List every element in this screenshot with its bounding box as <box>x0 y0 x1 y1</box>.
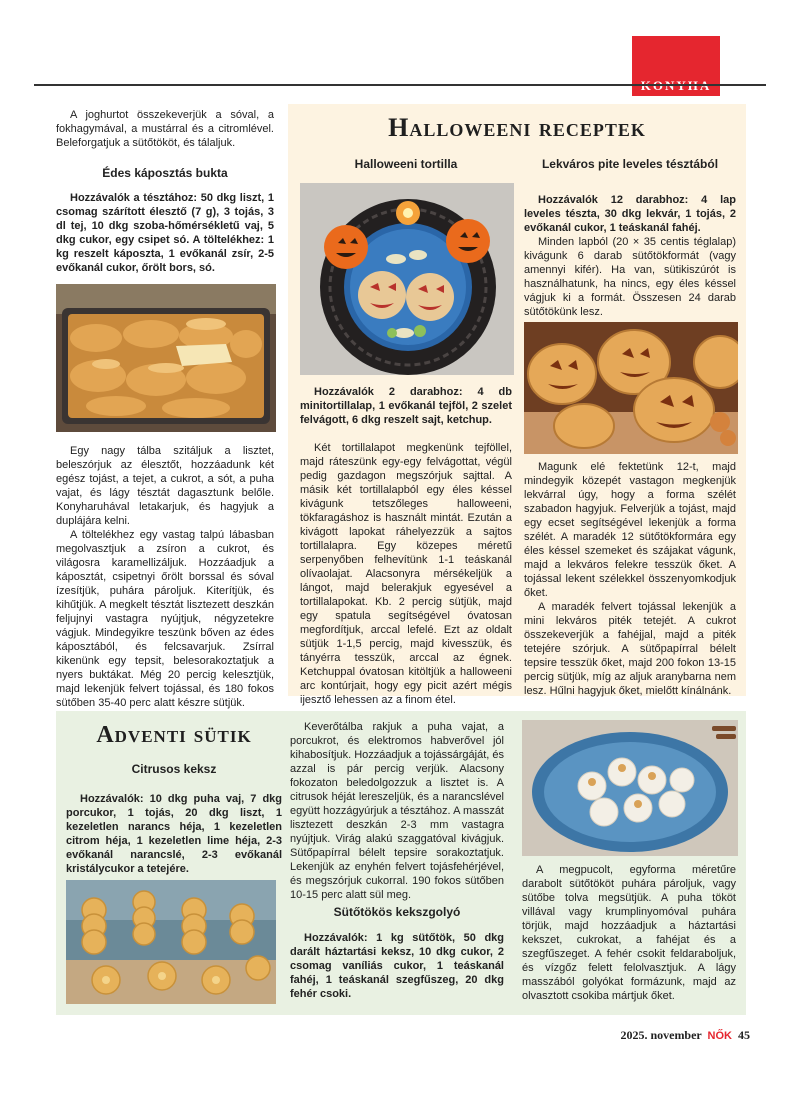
bukta-ingredients: Hozzávalók a tésztához: 50 dkg liszt, 1 csomag szárított élesztő (7 g), 3 tojás, 3 dl tej, 10 dkg szoba-hőmérsékletű vaj, 5 dkg cukor, egy csipet só. A töltelékhez: 1 kg reszelt káposzta, 1 evőkanál zsír, 2-5 evőkanál cukor, őrölt bors, só. <box>56 192 274 274</box>
pumpkin-title: Sütőtökös kekszgolyó <box>333 905 461 919</box>
bukta-title: Édes káposztás bukta <box>102 166 228 180</box>
pumpkin-ingredients: Hozzávalók: 1 kg sütőtök, 50 dkg darált háztartási keksz, 10 dkg cukor, 2 csomag vaníliás cukor, 1 teáskanál fahéj, 1 teáskanál szegfűszeg, 20 dkg fehér csoki. <box>290 932 504 1000</box>
pumpkin-method: A megpucolt, egyforma méretűre darabolt sütőtököt puhára pároljuk, vagy sütőbe tolva megsütjük. A puha tököt villával vagy krumplinyomóval puhára törjük, majd hozzáadjuk a háztartási kekszet, cukrokat, a fahéjat és a szegfűszeget. A fehér csokit feldaraboljuk, és vízgőz felett felolvasztjuk. A lágy masszából golyókat formázunk, majd az olvasztott csokiba mártjuk őket. <box>522 864 736 1002</box>
tortilla-photo <box>300 183 514 375</box>
pie-method-2: Magunk elé fektetünk 12-t, majd mindegyik közepét vastagon megkenjük lekvárral úgy, hogy a forma szélét szabadon hagyjuk. Felverjük a tojást, majd egy ecset segítségével lekenjük a forma szélét. A maradék 12 sütőtökformára egy éles késsel szemeket és szájakat vágunk, majd a lekváros felekre tesszük őket. A tojással lekent szélekkel összenyomkodjuk őket. A maradék felvert tojással lekenjük a mini lekváros piték tetejét. A cukrot összekeverjük a fahéjjal, majd a piték tetejére szórjuk. A sütőpapírral bélelt tepsire tesszük őket, majd 200 fokon 13-15 percig sütjük, míg az aljuk aranybarna nem lesz. Hűlni hagyjuk őket, mielőtt kínálnánk. <box>524 461 736 697</box>
halloween-title: Halloweeni receptek <box>388 113 646 142</box>
bukta-photo <box>56 284 276 432</box>
section-label <box>632 36 720 96</box>
page-footer <box>560 1028 750 1043</box>
page-number: 45 <box>738 1028 750 1042</box>
pumpkin-balls-photo <box>522 720 738 856</box>
advent-title: Adventi sütik <box>96 722 252 748</box>
pie-ingredients: Hozzávalók 12 darabhoz: 4 lap leveles tészta, 30 dkg lekvár, 1 tojás, 2 evőkanál cukor, 1 teáskanál fahéj. <box>524 194 736 234</box>
pie-photo <box>524 322 738 454</box>
pie-title: Lekváros pite leveles tésztából <box>541 157 719 171</box>
citrus-cookies-photo <box>66 880 276 1004</box>
issue-date: 2025. november <box>620 1028 702 1042</box>
tortilla-method: Két tortillalapot megkenünk tejföllel, majd ráteszünk egy-egy felvágottat, végül pedig gazdagon megszórjuk sajttal. A másik két tortillalapból egy éles késsel kivágunk tetszőleges halloweeni, tökfaragáshoz is használt mintát. Ezután a kivágott lapokat ráhelyezzük a sajtos tortillalapra. Egy közepes méretű serpenyőben felhevítünk 1-1 teáskanál olívaolajat. Alacsonyra mérsékeljük a lángot, majd belerakjuk egyesével a tortillalapokat. Kb. 2 percig sütjük, majd egy spatula segítségével óvatosan megfordítjuk, arccal lefelé. Ezt az oldalt sütjük 1-1,5 percig, majd kivesszük, és tányérra tesszük, arccal az égnek. Ketchuppal óvatosan kitöltjük a halloweeni arc kontúrjait, hogy egy picit azért mégis ijesztő lehessen az a finom étel. <box>300 442 512 706</box>
intro-text: A joghurtot összekeverjük a sóval, a fokhagymával, a mustárral és a citromlével. Beleforgatjuk a sütőtököt, és tálaljuk. <box>56 109 274 149</box>
header-rule <box>34 84 766 86</box>
pie-method-1: Minden lapból (20 × 35 centis téglalap) kivágunk 6 darab sütőtökformát (vagy amennyi kifér). Ha van, sütikiszúrót is használhatunk, ha nincs, egy éles késsel vágjuk ki a formát. Összesen 24 darab sütőtökünk lesz. <box>524 236 736 318</box>
tortilla-ingredients: Hozzávalók 2 darabhoz: 4 db minitortillalap, 1 evőkanál tejföl, 2 szelet felvágott, 6 dkg reszelt sajt, ketchup. <box>300 386 512 426</box>
citrus-ingredients: Hozzávalók: 10 dkg puha vaj, 7 dkg porcukor, 1 tojás, 20 dkg liszt, 1 kezeletlen narancs héja, 1 kezeletlen citrom héja, 1 kezeletlen lime héja, 2-3 evőkanál narancslé, 2-3 evőkanál kristálycukor a tetejére. <box>66 793 282 875</box>
tortilla-title: Halloweeni tortilla <box>354 157 458 171</box>
citrus-method: Keverőtálba rakjuk a puha vajat, a porcukrot, és elektromos habverővel jól kihabosítjuk. Hozzáadjuk a tojássárgáját, és azzal is pár percig verjük. Alacsony fokozaton beledolgozzuk a lisztet is. A citrusok héját lereszeljük, és a narancslével együtt hozzágyúrjuk a tésztához. A masszát lisztezett deszkán 2-3 mm vastagra nyújtjuk. Virág alakú szaggatóval kivágjuk. Sütőpapírral bélelt tepsire sorakoztatjuk. Lekenjük az enyhén felvert tojásfehérjével, és megszórjuk cukorral. 190 fokos sütőben 10-15 perc alatt sül meg. <box>290 721 505 901</box>
citrus-title: Citrusos keksz <box>131 762 217 776</box>
bukta-method: Egy nagy tálba szitáljuk a lisztet, beleszórjuk az élesztőt, hozzáadunk két egész tojást, a tejet, a cukrot, a sót, a puha vajat, és lágy tésztát dagasztunk belőle. Konyharuhával letakarjuk, és hagyjuk a duplájára kelni. A töltelékhez egy vastag talpú lábasban megolvasztjuk a zsíron a cukrot, és világosra karamellizáljuk. Hozzáadjuk a káposztát, csipetnyi őrölt borssal és sóval ízesítjük, puhára pároljuk. Kiterítjük, és kihűtjük. A megkelt tésztát lisztezett deszkán feljujnyi vastagra nyújtjuk, négyzetekre vágjuk. Mindegyikre teszünk bőven az édes káposztából, és felcsavarjuk. Zsírral kikenünk egy tepsit, belesorakoztatjuk a nyers buktákat. Még 20 percig kelesztjük, majd lekenjük felvert tojással, és 180 fokos sütőben 35-40 perc alatt készre sütjük. <box>56 445 274 709</box>
magazine-logo: NŐK <box>707 1030 732 1042</box>
